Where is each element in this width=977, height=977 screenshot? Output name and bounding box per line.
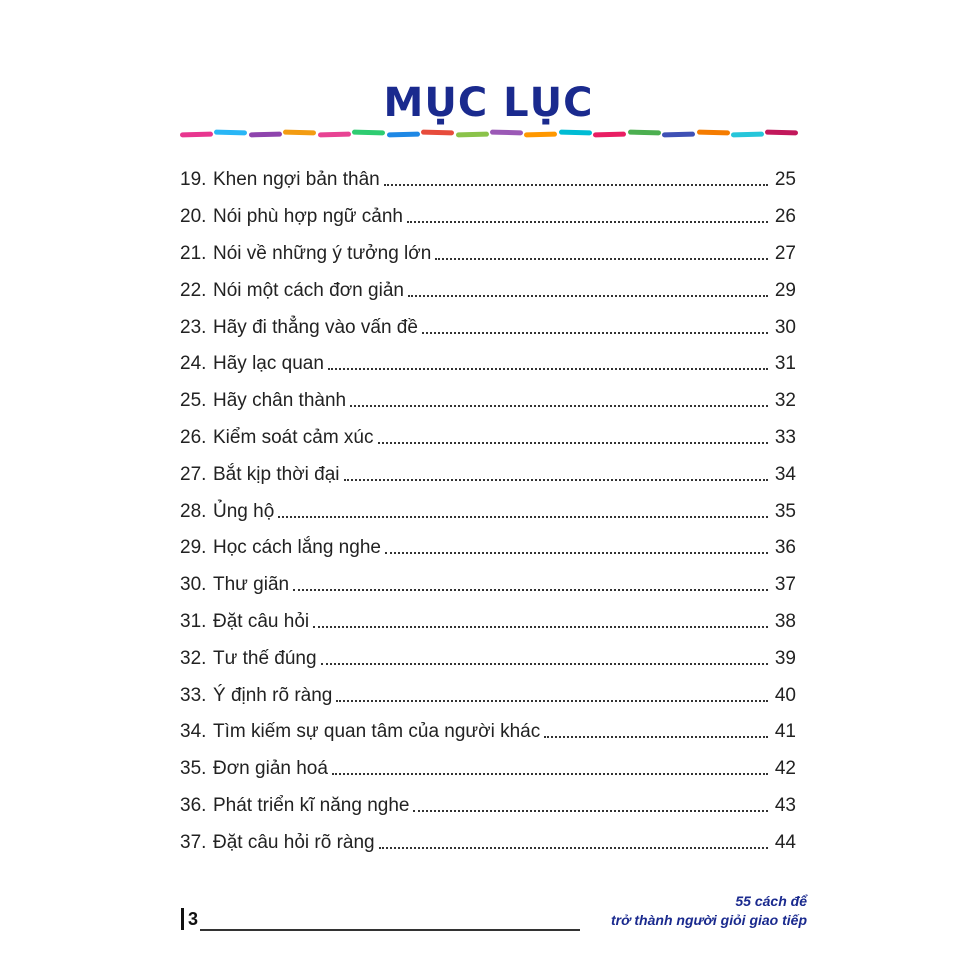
toc-leader-dots	[344, 465, 768, 481]
toc-entry-page: 40	[774, 684, 796, 706]
toc-entry-page: 31	[774, 353, 796, 375]
toc-leader-dots	[350, 391, 768, 407]
footer-divider	[200, 929, 580, 931]
stripe-segment	[697, 130, 731, 136]
toc-entry-number: 36.	[180, 794, 207, 816]
toc-entry-number: 21.	[180, 242, 207, 264]
stripe-segment	[559, 130, 593, 136]
toc-leader-dots	[332, 759, 768, 775]
toc-entry	[180, 199, 796, 236]
toc-leader-dots	[378, 428, 769, 444]
toc-entry-number: 26.	[180, 426, 207, 448]
toc-entry-number: 24.	[180, 353, 207, 375]
toc-entry	[180, 604, 796, 641]
stripe-segment	[628, 130, 662, 136]
toc-entry-number: 30.	[180, 574, 207, 596]
toc-entry-page: 42	[774, 758, 796, 780]
toc-leader-dots	[413, 796, 768, 812]
toc-entry-number: 31.	[180, 610, 207, 632]
toc-leader-dots	[328, 354, 768, 370]
book-title-line2: trở thành người giỏi giao tiếp	[611, 912, 807, 928]
stripe-segment	[765, 130, 799, 136]
toc-entry-page: 43	[774, 794, 796, 816]
toc-entry-title: Đơn giản hoá	[213, 758, 328, 780]
toc-entry-page: 37	[774, 574, 796, 596]
toc-entry-number: 29.	[180, 537, 207, 559]
toc-entry-page: 30	[774, 316, 796, 338]
stripe-segment	[318, 132, 352, 138]
toc-entry-number: 20.	[180, 206, 207, 228]
toc-entry-title: Nói về những ý tưởng lớn	[213, 242, 432, 264]
stripe-segment	[455, 132, 489, 138]
toc-entry-page: 44	[774, 831, 796, 853]
stripe-segment	[387, 132, 421, 138]
toc-leader-dots	[422, 318, 768, 334]
toc-entry	[180, 420, 796, 457]
toc-entry-number: 22.	[180, 279, 207, 301]
page-number: 3	[181, 908, 198, 930]
stripe-segment	[214, 130, 248, 136]
book-title-line1: 55 cách để	[735, 893, 807, 909]
toc-entry-title: Hãy đi thẳng vào vấn đề	[213, 316, 418, 338]
toc-entry	[180, 456, 796, 493]
toc-entry	[180, 309, 796, 346]
stripe-segment	[283, 130, 317, 136]
toc-entry-page: 25	[774, 169, 796, 191]
stripe-segment	[524, 132, 558, 138]
toc-entry	[180, 714, 796, 751]
toc-entry-number: 35.	[180, 758, 207, 780]
stripe-segment	[249, 132, 283, 138]
toc-entry-page: 32	[774, 390, 796, 412]
toc-leader-dots	[336, 686, 768, 702]
toc-entry-page: 38	[774, 610, 796, 632]
toc-leader-dots	[293, 575, 768, 591]
toc-leader-dots	[379, 833, 768, 849]
toc-entry-page: 33	[774, 426, 796, 448]
toc-entry-title: Đặt câu hỏi rõ ràng	[213, 831, 375, 853]
toc-entry	[180, 788, 796, 825]
page-title: MỤC LỤC	[383, 80, 594, 126]
toc-leader-dots	[407, 207, 768, 223]
toc-entry	[180, 272, 796, 309]
toc-entry-title: Kiểm soát cảm xúc	[213, 426, 374, 448]
toc-entry-page: 39	[774, 647, 796, 669]
toc-entry-page: 36	[774, 537, 796, 559]
toc-leader-dots	[384, 170, 768, 186]
toc-entry-title: Học cách lắng nghe	[213, 537, 381, 559]
stripe-segment	[490, 130, 524, 136]
toc-entry-number: 27.	[180, 463, 207, 485]
toc-leader-dots	[544, 722, 768, 738]
book-title-footer	[611, 892, 807, 930]
toc-entry-number: 19.	[180, 169, 207, 191]
toc-entry	[180, 824, 796, 861]
toc-entry-number: 28.	[180, 500, 207, 522]
toc-entry-title: Ý định rõ ràng	[213, 684, 333, 706]
stripe-segment	[593, 132, 627, 138]
toc-entry	[180, 162, 796, 199]
toc-leader-dots	[408, 281, 768, 297]
toc-entry-page: 34	[774, 463, 796, 485]
toc-leader-dots	[435, 244, 768, 260]
stripe-segment	[352, 130, 386, 136]
toc-entry-page: 35	[774, 500, 796, 522]
toc-entry-title: Tư thế đúng	[213, 647, 317, 669]
toc-leader-dots	[385, 538, 768, 554]
toc-entry-title: Bắt kịp thời đại	[213, 463, 340, 485]
toc-leader-dots	[321, 649, 768, 665]
toc-entry-title: Ủng hộ	[213, 500, 275, 522]
toc-entry	[180, 640, 796, 677]
toc-entry-title: Hãy lạc quan	[213, 353, 324, 375]
toc-entry	[180, 751, 796, 788]
stripe-segment	[421, 130, 455, 136]
toc-entry	[180, 236, 796, 273]
toc-entry	[180, 383, 796, 420]
toc-entry	[180, 567, 796, 604]
toc-entry-title: Nói phù hợp ngữ cảnh	[213, 206, 403, 228]
toc-entry-number: 33.	[180, 684, 207, 706]
toc-entry-title: Thư giãn	[213, 574, 290, 596]
toc-entry-number: 32.	[180, 647, 207, 669]
toc-entry-title: Đặt câu hỏi	[213, 610, 310, 632]
toc-entry	[180, 677, 796, 714]
toc-entry-title: Phát triển kĩ năng nghe	[213, 794, 410, 816]
toc-entry-page: 27	[774, 242, 796, 264]
decorative-color-stripe	[180, 130, 800, 138]
toc-entry-number: 37.	[180, 831, 207, 853]
toc-entry-number: 25.	[180, 390, 207, 412]
stripe-segment	[731, 132, 765, 138]
table-of-contents	[180, 162, 796, 861]
toc-entry-title: Nói một cách đơn giản	[213, 279, 404, 301]
stripe-segment	[662, 132, 696, 138]
toc-entry-page: 26	[774, 206, 796, 228]
toc-leader-dots	[313, 612, 768, 628]
toc-entry-number: 23.	[180, 316, 207, 338]
toc-entry-title: Hãy chân thành	[213, 390, 347, 412]
toc-entry-number: 34.	[180, 721, 207, 743]
stripe-segment	[180, 132, 214, 138]
toc-entry	[180, 530, 796, 567]
toc-entry	[180, 493, 796, 530]
toc-entry	[180, 346, 796, 383]
toc-entry-page: 41	[774, 721, 796, 743]
toc-entry-page: 29	[774, 279, 796, 301]
toc-entry-title: Tìm kiếm sự quan tâm của người khác	[213, 721, 541, 743]
toc-leader-dots	[278, 502, 768, 518]
toc-entry-title: Khen ngợi bản thân	[213, 169, 380, 191]
